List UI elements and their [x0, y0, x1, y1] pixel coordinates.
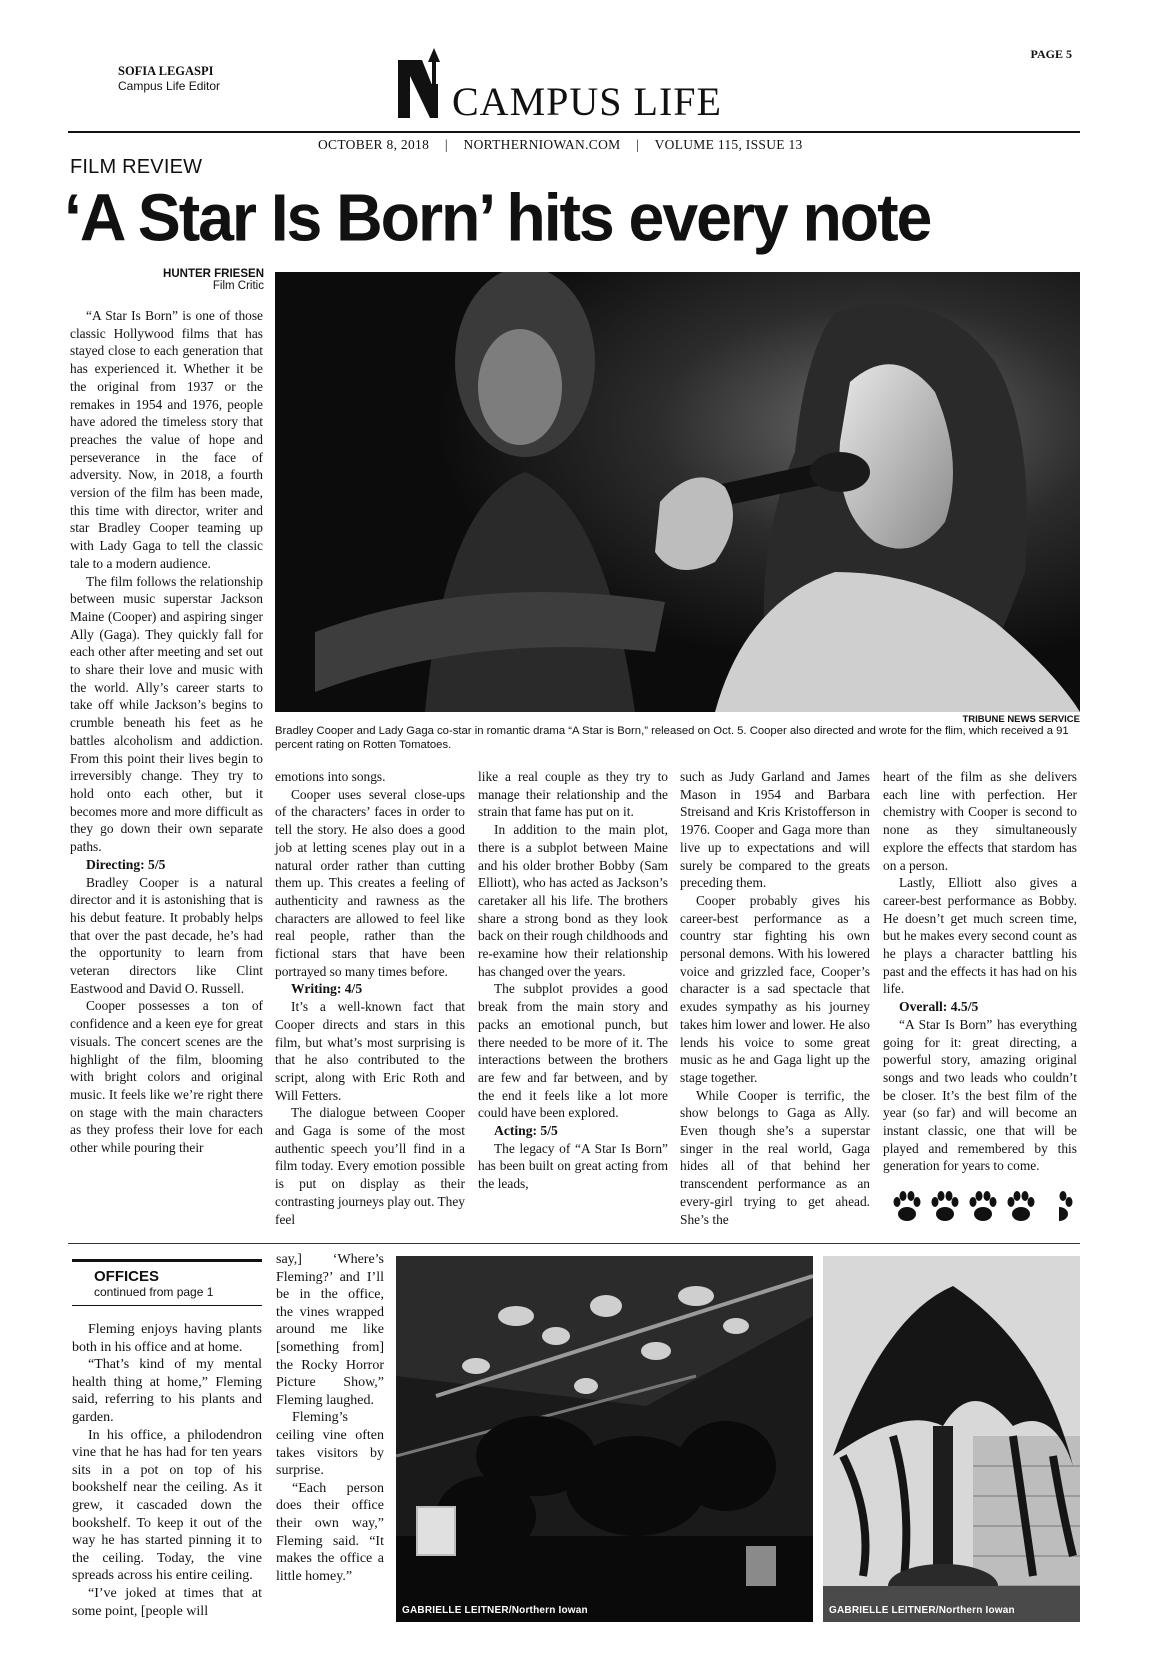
review-paragraph: “A Star Is Born” is one of those classic Hollywood films that has stayed close to each generation that has experienced it. Whether it be the original from 1937 or the remakes in 1954 and 1976, people have adored the timeless story that preaches the value of hope and perseverance in the face of adversity. Now, in 2018, a fourth version of the film has been made, this time with director, writer and star Bradley Cooper teaming up with Lady Gaga to tell the classic tale to a modern audience.	[70, 308, 263, 571]
kicker: FILM REVIEW	[70, 156, 203, 178]
paw-icon	[932, 1191, 959, 1221]
byline-role: Film Critic	[212, 280, 264, 292]
offices-paragraph: say,] ‘Where’s Fleming?’ and I’ll be in the office, the vines wrapped around me like [something from] the Rocky Horror Picture Show,” Fleming laughed.	[276, 1252, 384, 1408]
editor-role: Campus Life Editor	[118, 79, 221, 93]
main-photo	[275, 272, 1080, 712]
editor-name: SOFIA LEGASPI	[118, 64, 214, 78]
byline-name: HUNTER FRIESEN	[163, 268, 264, 280]
dateline-separator: |	[636, 137, 640, 152]
review-paragraph: emotions into songs.	[275, 769, 386, 784]
writing-rating: Writing: 4/5	[291, 981, 363, 997]
review-paragraph: “A Star Is Born” has everything going for it: great directing, a powerful story, amazing original songs and two leads who couldn’t be closer. It’s the best film of the year (so far) and will become an instant classic, one that will be played and remembered by this generation for years to come.	[883, 1016, 1077, 1174]
photo-credit-office-1: GABRIELLE LEITNER/Northern Iowan	[402, 1605, 588, 1616]
offices-paragraph: “I’ve joked at times that at some point, [people will	[72, 1585, 262, 1619]
paw-rating	[888, 1190, 1078, 1226]
review-column-3	[478, 768, 668, 1193]
review-paragraph: It’s a well-known fact that Cooper directs and stars in this film, but what’s most surprising is that he also contributed to the script, along with Eric Roth and Will Fetters.	[275, 999, 465, 1103]
review-column-2	[275, 768, 465, 1228]
paw-icon	[1008, 1191, 1035, 1221]
review-paragraph: Cooper probably gives his career-best performance as a country star fighting his own personal demons. With his lowered voice and grizzled face, Cooper’s character is a sad spectacle that exudes sympathy as his journey takes him lower and lower. He also lends his voice to some great music as he and Gaga light up the stage together.	[680, 892, 870, 1085]
offices-column-2	[276, 1251, 384, 1585]
review-paragraph: The dialogue between Cooper and Gaga is some of the most authentic speech you’ll find in a film today. Every emotion possible is put on display as their contrasting journeys play out. They feel	[275, 1105, 465, 1227]
review-paragraph: While Cooper is terrific, the show belongs to Gaga as Ally. Even though she’s a superstar singer in the real world, Gaga hides all of that behind her transcendent performance as an every-girl trying to get ahead. She’s the	[680, 1087, 870, 1227]
directing-rating: Directing: 5/5	[86, 856, 166, 872]
review-column-5	[883, 768, 1077, 1175]
office-vine-illustration	[396, 1256, 813, 1622]
dateline	[318, 137, 803, 153]
masthead-rule	[68, 131, 1080, 133]
review-paragraph: like a real couple as they try to manage their relationship and the strain that fame has put on it.	[478, 769, 668, 820]
volume-issue: VOLUME 115, ISSUE 13	[654, 137, 803, 152]
offices-paragraph: Fleming enjoys having plants both in his office and at home.	[72, 1322, 262, 1355]
photo-credit-main: TRIBUNE NEWS SERVICE	[962, 714, 1080, 725]
review-paragraph: The legacy of “A Star Is Born” has been built on great acting from the leads,	[478, 1140, 668, 1192]
byline	[70, 268, 264, 292]
office-plant-illustration	[823, 1256, 1080, 1622]
offices-paragraph: “That’s kind of my mental health thing at home,” Fleming said, referring to his plants and garden.	[72, 1357, 262, 1425]
site-url[interactable]: NORTHERNIOWAN.COM	[463, 137, 621, 152]
paw-icon	[970, 1191, 997, 1221]
northern-iowan-logo-icon	[396, 48, 446, 120]
review-paragraph: Cooper possesses a ton of confidence and a keen eye for great visuals. The concert scenes are the highlight of the film, blooming with bright colors and original music. It feels like we’re right there on stage with the main characters as they profess their love for each other while pouring their	[70, 998, 263, 1156]
offices-paragraph: In his office, a philodendron vine that he has had for ten years sits in a pot on top of his bookshelf near the ceiling. As it grew, it cascaded down the bookshelf. To keep it out of the way he has started pinning it to the ceiling. Today, the vine spreads across his entire ceiling.	[72, 1427, 262, 1584]
offices-heading-box	[72, 1259, 262, 1306]
offices-heading-underline	[72, 1305, 262, 1306]
review-paragraph: Bradley Cooper is a natural director and it is astonishing that is his debut feature. It probably helps that over the past decade, he’s had the opportunity to learn from veteran directors like Clint Eastwood and David O. Russell.	[70, 874, 263, 996]
photo-caption: Bradley Cooper and Lady Gaga co-star in romantic drama “A Star is Born,” released on Oct. 5. Cooper also directed and wrote for the flim, which received a 91 percent rating on Rotten Tomatoes.	[275, 725, 1069, 751]
photo-credit-office-2: GABRIELLE LEITNER/Northern Iowan	[829, 1605, 1015, 1616]
offices-column-1	[72, 1321, 262, 1620]
review-paragraph: The subplot provides a good break from the main story and packs an emotional punch, but there needed to be more of it. The interactions between the brothers are few and far between, and by the end it feels like a lot more could have been explored.	[478, 981, 668, 1121]
paw-icon	[894, 1191, 921, 1221]
acting-rating: Acting: 5/5	[494, 1123, 558, 1139]
offices-heading: OFFICES	[94, 1268, 160, 1285]
editor-credit	[118, 64, 220, 93]
review-paragraph: Cooper uses several close-ups of the characters’ faces in order to tell the story. He also does a good job at letting scenes play out in a natural order rather than cutting them up. This creates a feeling of authenticity and rawness as the characters are allowed to feel like real people, rather than the fictional stars that have been portrayed so many times before.	[275, 786, 465, 979]
review-paragraph: Lastly, Elliott also gives a career-best performance as Bobby. He doesn’t get much screen time, but he makes every second count as he plays a character battling his past and the effects it has had on his life.	[883, 875, 1077, 997]
issue-date: OCTOBER 8, 2018	[318, 137, 430, 152]
half-paw-icon	[1044, 1190, 1073, 1226]
review-column-4	[680, 768, 870, 1228]
continued-from: continued from page 1	[94, 1285, 214, 1299]
office-plant-photo	[823, 1256, 1080, 1622]
singers-photo-illustration	[275, 272, 1080, 712]
review-paragraph: such as Judy Garland and James Mason in 1954 and Barbara Streisand and Kris Kristofferson in 1976. Cooper and Gaga more than live up to expectations and will surely be compared to the greats preceding them.	[680, 769, 870, 891]
review-column-1	[70, 307, 263, 1157]
overall-rating: Overall: 4.5/5	[899, 999, 979, 1015]
office-vine-photo	[396, 1256, 813, 1622]
section-title: CAMPUS LIFE	[452, 79, 722, 124]
review-paragraph: The film follows the relationship between music superstar Jackson Maine (Cooper) and aspiring singer Ally (Gaga). They quickly fall for each other after meeting and set out to share their love and music with the world. Ally’s career starts to take off while Jackson’s begins to crumble beneath his feet as he battles alcoholism and addiction. From this point their lives begin to irreversibly change. They try to hold onto each other, but it becomes more and more difficult as they go down their own separate paths.	[70, 573, 263, 855]
offices-paragraph: “Each person does their office their own way,” Fleming said. “It makes the office a little homey.”	[276, 1480, 384, 1584]
review-paragraph: heart of the film as she delivers each line with perfection. Her chemistry with Cooper is second to none as they simultaneously explore the effects that stardom has on a person.	[883, 769, 1077, 873]
headline: ‘A Star Is Born’ hits every note	[64, 181, 931, 256]
paw-rating-graphic	[888, 1190, 1078, 1226]
offices-heading-rule	[72, 1259, 262, 1262]
offices-paragraph: Fleming’s ceiling vine often takes visitors by surprise.	[276, 1410, 384, 1479]
review-paragraph: In addition to the main plot, there is a subplot between Maine and his older brother Bobby (Sam Elliott), who has acted as Jackson’s caretaker all his life. The brothers share a strong bond as they look back on their rough childhoods and re-examine how their relationship has changed over the years.	[478, 822, 668, 979]
page-number: PAGE 5	[1030, 47, 1072, 61]
section-divider	[68, 1243, 1080, 1244]
dateline-separator: |	[444, 137, 448, 152]
